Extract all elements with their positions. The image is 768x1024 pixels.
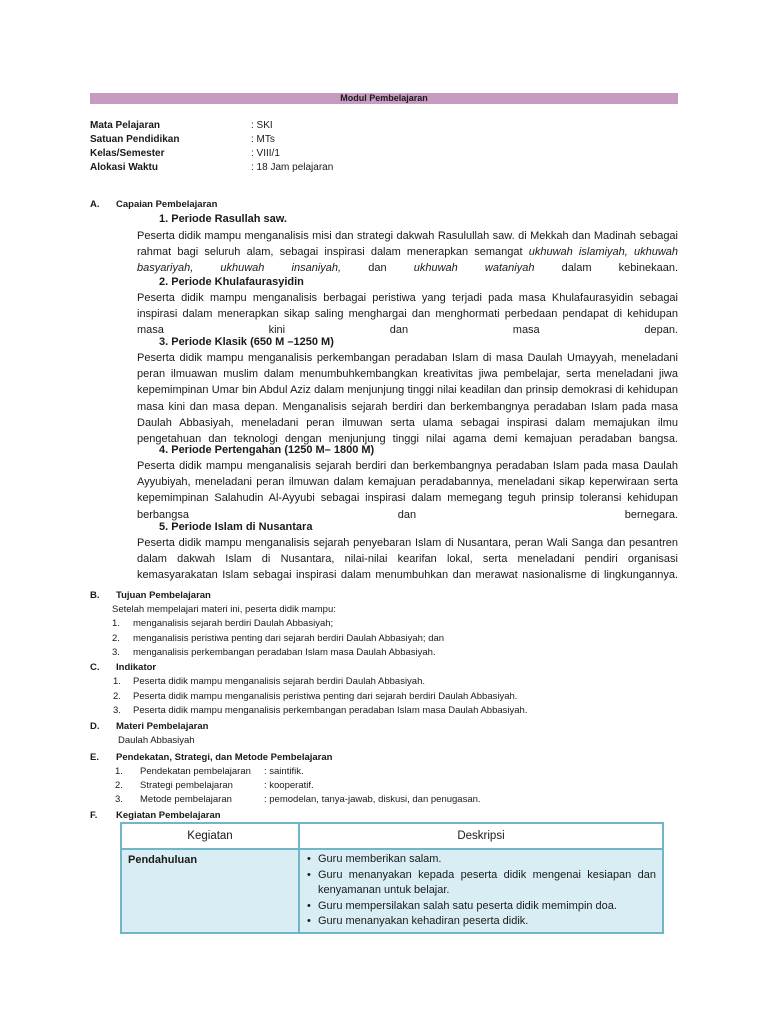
section-d-title: Materi Pembelajaran <box>116 721 209 732</box>
bullet-icon: • <box>307 915 311 928</box>
bullet-icon: • <box>307 868 311 881</box>
activities-table <box>120 822 664 934</box>
objective-text: menganalisis perkembangan peradaban Islam masa Daulah Abbasiyah. <box>133 647 436 658</box>
module-title: Modul Pembelajaran <box>340 93 428 103</box>
table-header-row <box>121 823 663 849</box>
period-3-heading: 3. Periode Klasik (650 M –1250 M) <box>159 336 334 348</box>
meta-value-mapel: : SKI <box>251 120 273 131</box>
approach-label: Pendekatan pembelajaran <box>140 766 251 777</box>
list-item: • Guru mempersilakan salah satu peserta didik memimpin doa. <box>304 899 656 915</box>
objective-text: menganalisis sejarah berdiri Daulah Abbasiyah; <box>133 618 334 629</box>
description-list <box>304 852 656 930</box>
section-a-title: Capaian Pembelajaran <box>116 199 218 210</box>
indicator-num: 1. <box>113 676 121 687</box>
meta-value-alokasi: : 18 Jam pelajaran <box>251 162 334 173</box>
meta-label-satuan: Satuan Pendidikan <box>90 134 180 145</box>
indicator-num: 3. <box>113 705 121 716</box>
section-c-letter: C. <box>90 662 100 673</box>
method-value: : pemodelan, tanya-jawab, diskusi, dan penugasan. <box>264 794 481 805</box>
period-2-text: Peserta didik mampu menganalisis berbagai peristiwa yang terjadi pada masa Khulafaurasyidin sebagai inspirasi dalam menerapkan sikap saling menghargai dan menghormati perbedaan pendapat di kehidupan masa kini dan masa depan. <box>137 292 678 337</box>
objective-num: 3. <box>112 647 120 658</box>
material-text: Daulah Abbasiyah <box>118 735 195 746</box>
indicator-text: Peserta didik mampu menganalisis perkembangan peradaban Islam masa Daulah Abbasiyah. <box>133 705 528 716</box>
approach-value: : saintifik. <box>264 766 304 777</box>
row-description <box>299 849 663 933</box>
bullet-icon: • <box>307 853 311 865</box>
period-5-text: Peserta didik mampu menganalisis sejarah penyebaran Islam di Nusantara, peran Wali Sanga dan pesantren dalam dakwah Islam di Nusantara, nilai-nilai kearifan lokal, serta meneladani pendiri organisasi kemasyarakatan Islam sebagai inspirasi dalam menumbuhkan dan merawat nasionalisme di lingkungannya. <box>137 537 678 582</box>
period-1-text: Peserta didik mampu menganalisis misi dan strategi dakwah Rasulullah saw. di Mekkah dan Madinah sebagai rahmat bagi seluruh alam, sebagai inspirasi dalam menerapkan semangat ukhuwah islamiyah, ukhuwah basyariyah, ukhuwah insaniyah, dan ukhuwah wataniyah dalam kebinekaan. <box>137 230 678 275</box>
section-d-letter: D. <box>90 721 100 732</box>
bullet-icon: • <box>307 899 311 912</box>
list-item: • Guru memberikan salam. <box>304 852 656 868</box>
indicator-text: Peserta didik mampu menganalisis sejarah berdiri Daulah Abbasiyah. <box>133 676 426 687</box>
period-4-heading: 4. Periode Pertengahan (1250 M– 1800 M) <box>159 444 375 456</box>
period-2-heading: 2. Periode Khulafaurasyidin <box>159 276 304 288</box>
section-b-intro: Setelah mempelajari materi ini, peserta didik mampu: <box>112 604 336 615</box>
strategy-value: : kooperatif. <box>264 780 314 791</box>
section-a-letter: A. <box>90 199 100 210</box>
approach-num: 1. <box>115 766 123 777</box>
objective-num: 1. <box>112 618 120 629</box>
meta-label-kelas: Kelas/Semester <box>90 148 165 159</box>
row-label-pendahuluan: Pendahuluan <box>121 849 299 933</box>
section-e-title: Pendekatan, Strategi, dan Metode Pembelajaran <box>116 752 333 763</box>
indicator-num: 2. <box>113 691 121 702</box>
list-item: • Guru menanyakan kepada peserta didik mengenai kesiapan dan kenyamanan untuk belajar. <box>307 868 656 897</box>
indicator-text: Peserta didik mampu menganalisis peristiwa penting dari sejarah berdiri Daulah Abbasiyah. <box>133 691 518 702</box>
section-b-letter: B. <box>90 590 100 601</box>
col-header-deskripsi: Deskripsi <box>299 823 663 849</box>
section-c-title: Indikator <box>116 662 157 673</box>
section-b-title: Tujuan Pembelajaran <box>116 590 211 601</box>
period-3-text: Peserta didik mampu menganalisis perkembangan peradaban Islam di masa Daulah Umayyah, meneladani peran ilmuawan muslim dalam menumbuhkembangkan kreativitas jiwa pembelajar, serta meneladani jiwa kepemimpinan Umar bin Abdul Aziz dalam menjunjung tinggi nilai keadilan dan prinsip demokrasi di kehidupan masa kini dan masa depan. Menganalisis sejarah berdiri dan berkembangnya peradaban Islam pada masa Daulah Abbasiyah, meneladani peran ilmuwan serta ulama sebagai inspirasi dalam memajukan ilmu pengetahuan dan teknologi dengan menjunjung tinggi nilai agama demi kemajuan peradaban bangsa. <box>137 352 678 446</box>
module-title-band <box>90 93 678 104</box>
method-label: Metode pembelajaran <box>140 794 232 805</box>
strategy-num: 2. <box>115 780 123 791</box>
table-row <box>121 849 663 933</box>
meta-value-satuan: : MTs <box>251 134 275 145</box>
strategy-label: Strategi pembelajaran <box>140 780 233 791</box>
section-f-title: Kegiatan Pembelajaran <box>116 810 221 821</box>
meta-label-mapel: Mata Pelajaran <box>90 120 161 131</box>
section-f-letter: F. <box>90 810 98 821</box>
method-num: 3. <box>115 794 123 805</box>
col-header-kegiatan: Kegiatan <box>121 823 299 849</box>
period-5-heading: 5. Periode Islam di Nusantara <box>159 521 313 533</box>
meta-value-kelas: : VIII/1 <box>251 148 280 159</box>
meta-label-alokasi: Alokasi Waktu <box>90 162 158 173</box>
list-item: • Guru menanyakan kehadiran peserta didik. <box>304 914 656 930</box>
objective-num: 2. <box>112 633 120 644</box>
period-4-text: Peserta didik mampu menganalisis sejarah berdiri dan berkembangnya peradaban Islam pada masa Daulah Ayyubiyah, meneladani peran ilmuwan dalam kemajuan peradabannya, meneladani sikap keperwiraan serta kepemimpinan Salahudin Al-Ayyubi sebagai inspirasi dalam memegang teguh prinsip toleransi kehidupan berbangsa dan bernegara. <box>137 460 678 521</box>
objective-text: menganalisis peristiwa penting dari sejarah berdiri Daulah Abbasiyah; dan <box>133 633 445 644</box>
section-e-letter: E. <box>90 752 99 763</box>
period-1-heading: 1. Periode Rasullah saw. <box>159 213 287 225</box>
